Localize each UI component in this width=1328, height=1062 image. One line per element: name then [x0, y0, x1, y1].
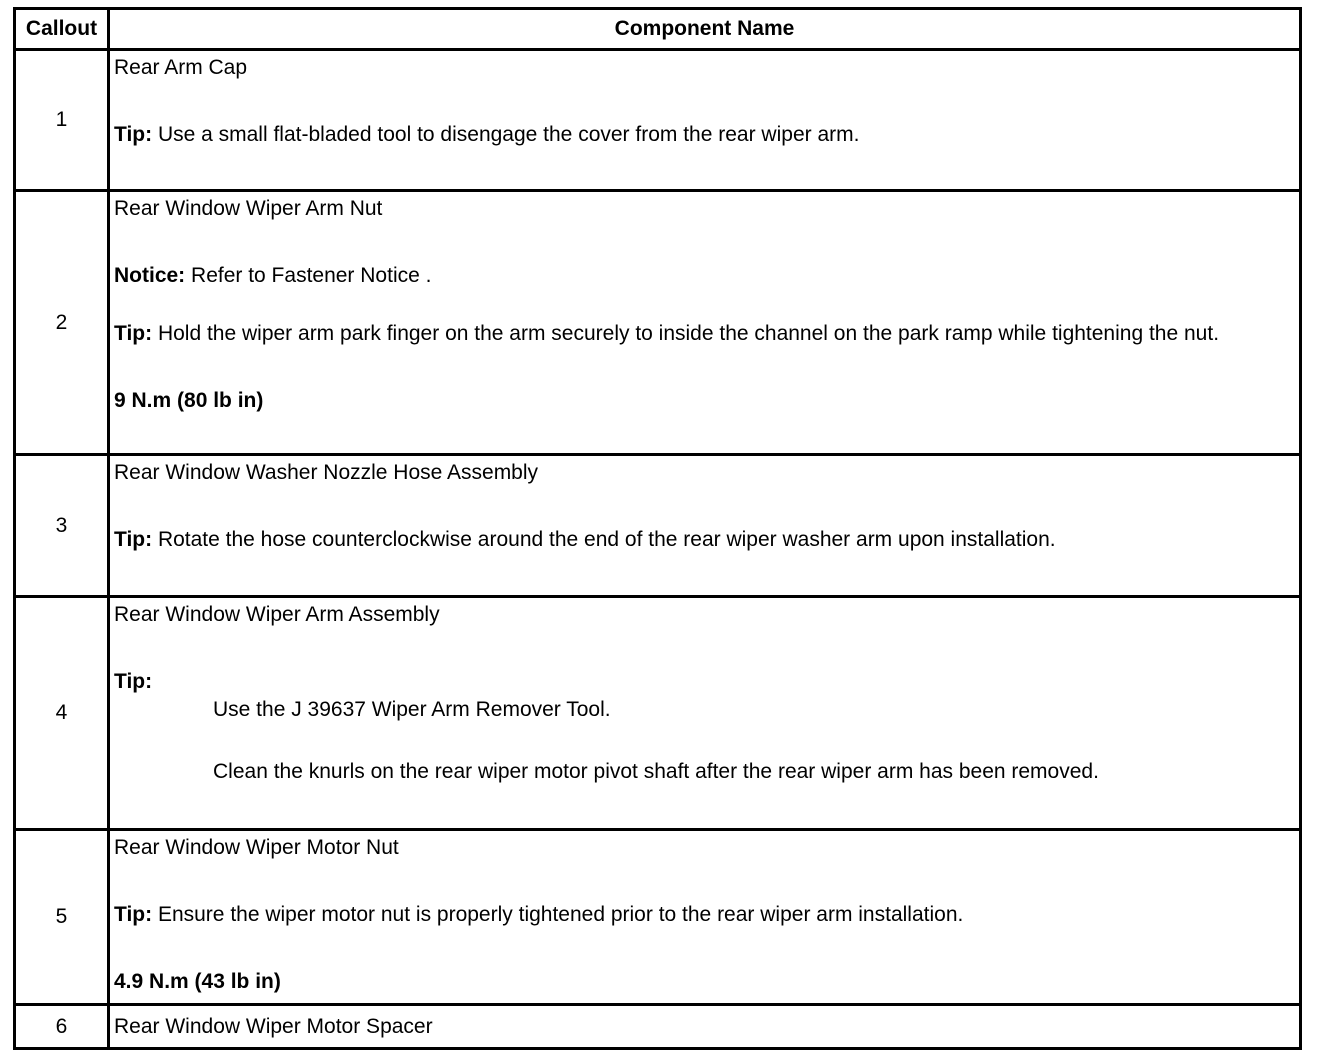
- tip: [114, 320, 1295, 348]
- component-cell: [109, 597, 1301, 830]
- callout-number: 4: [15, 597, 109, 830]
- component-cell: [109, 455, 1301, 597]
- tip-label: Tip:: [114, 322, 153, 345]
- notice-text: Refer to Fastener Notice .: [185, 264, 432, 287]
- table-row: [15, 597, 1301, 830]
- table-row: [15, 191, 1301, 455]
- table-row: [15, 830, 1301, 1005]
- table-row: [15, 1005, 1301, 1049]
- table-row: [15, 50, 1301, 191]
- component-name: Rear Window Wiper Arm Assembly: [114, 603, 440, 626]
- torque-spec: [114, 968, 1295, 996]
- table-header: [15, 9, 1301, 50]
- tip-label: Tip:: [114, 903, 153, 926]
- component-cell: [109, 50, 1301, 191]
- tip: [114, 901, 1295, 929]
- table-row: [15, 455, 1301, 597]
- tip-text: Rotate the hose counterclockwise around the end of the rear wiper washer arm upon installation.: [152, 528, 1056, 551]
- notice: [114, 262, 1295, 290]
- component-cell: [109, 1005, 1301, 1049]
- component-cell: [109, 830, 1301, 1005]
- tip: [114, 121, 1295, 149]
- component-cell: [109, 191, 1301, 455]
- torque-value: 9 N.m (80 lb in): [114, 389, 264, 412]
- header-callout: Callout: [15, 9, 109, 50]
- component-name: Rear Window Wiper Motor Nut: [114, 836, 399, 859]
- callout-number: 3: [15, 455, 109, 597]
- tip-text: Hold the wiper arm park finger on the arm securely to inside the channel on the park ramp while tightening the nut.: [152, 322, 1220, 345]
- component-name: Rear Window Wiper Motor Spacer: [114, 1014, 433, 1038]
- component-name: Rear Arm Cap: [114, 56, 248, 79]
- callout-number: 6: [15, 1005, 109, 1049]
- header-component-name: Component Name: [109, 9, 1301, 50]
- torque-spec: [114, 387, 1295, 415]
- tip-text: Use a small flat-bladed tool to disengage the cover from the rear wiper arm.: [152, 123, 860, 146]
- tip-label: Tip:: [114, 670, 153, 693]
- tip-label: Tip:: [114, 123, 153, 146]
- component-table: [13, 7, 1302, 1050]
- component-name: Rear Window Washer Nozzle Hose Assembly: [114, 461, 539, 484]
- notice-label: Notice:: [114, 264, 186, 287]
- tip-item: Use the J 39637 Wiper Arm Remover Tool.: [213, 698, 611, 721]
- tip: [114, 668, 1295, 696]
- torque-value: 4.9 N.m (43 lb in): [114, 970, 281, 993]
- callout-number: 2: [15, 191, 109, 455]
- component-name: Rear Window Wiper Arm Nut: [114, 197, 383, 220]
- tip-text: Ensure the wiper motor nut is properly tightened prior to the rear wiper arm installation.: [152, 903, 964, 926]
- tip-item: Clean the knurls on the rear wiper motor pivot shaft after the rear wiper arm has been removed.: [213, 760, 1099, 783]
- callout-number: 5: [15, 830, 109, 1005]
- tip: [114, 526, 1295, 554]
- callout-number: 1: [15, 50, 109, 191]
- tip-label: Tip:: [114, 528, 153, 551]
